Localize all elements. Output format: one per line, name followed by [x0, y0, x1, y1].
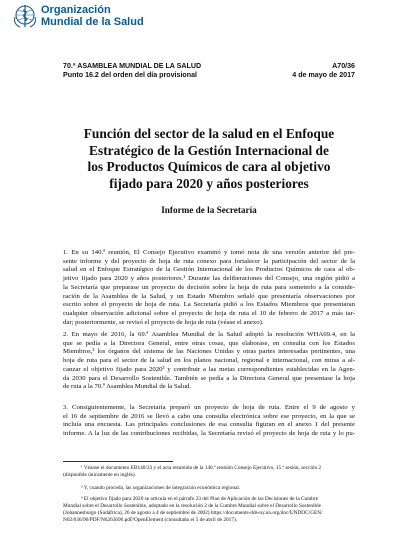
document-title — [63, 126, 355, 192]
paragraph-line: incluía una encuesta. Las principales conclusiones de esa consulta figuran en el anexo 1 del presente — [63, 421, 355, 429]
paragraph-line: que se pedía a la Directora General, entre otras cosas, que elaborase, en consulta con los Estados — [63, 339, 355, 347]
paragraph-line: 2. En mayo de 2016, la 69.ª Asamblea Mundial de la Salud adoptó la resolución WHA69.4, en la — [63, 331, 355, 338]
title-line: fijado para 2020 y años posteriores — [109, 175, 309, 191]
who-emblem-icon — [12, 3, 38, 29]
footnote-line: ¹ Véanse el documento EB140/33 y el acta resumida de la 140.ª reunión Consejo Ejecutivo, 15.ª sesión, sección 2 — [81, 465, 322, 471]
footnote-line: (Johannesburgo (Sudáfrica), 26 de agosto a 4 de septiembre de 2002) https://documents-dds-ny.un.org/doc/UNDOC/GEN/ — [63, 510, 323, 517]
paragraph-line: la Secretaría que preparase un proyecto de decisión sobre la hoja de ruta para someterlo a la conside- — [63, 283, 355, 291]
paragraph-line: 1. En su 140.ª reunión, El Consejo Ejecutivo examinó y tomó nota de una versión anterior del pre- — [63, 249, 355, 256]
org-name-line1: Organización — [41, 4, 111, 16]
paragraph-line: Miembros,² los órganos del sistema de las Naciones Unidas y otras partes interesadas pertinentes, una — [63, 348, 355, 356]
paragraph-line: escrito sobre el proyecto de hoja de ruta. La Secretaría pidió a los Estados Miembros que presentaran — [63, 301, 355, 309]
header-row-1 — [63, 62, 355, 71]
footnote-divider — [63, 461, 173, 462]
footnote-3 — [63, 496, 355, 524]
title-line: Función del sector de la salud en el Enfoque — [83, 126, 335, 141]
who-logo — [12, 3, 144, 29]
paragraph-1 — [63, 249, 355, 327]
footnote-line: ³ El objetivo fijado para 2020 se articula en el párrafo 23 del Plan de Aplicación de las Decisiones de la Cumbre — [81, 496, 319, 502]
document-subtitle: Informe de la Secretaría — [161, 205, 257, 215]
paragraph-line: de ruta a la 70.ª Asamblea Mundial de la Salud. — [63, 383, 192, 391]
paragraph-line: informe. A la luz de las contribuciones recibidas, la Secretaría revisó el proyecto de hoja de ruta y lo pu- — [63, 430, 355, 438]
paragraph-line: 3. Consiguientemente, la Secretaría preparó un proyecto de hoja de ruta. Entre el 9 de agosto y — [63, 404, 355, 411]
paragraph-line: da 2030 para el Desarrollo Sostenible. También se pedía a la Directora General que presentase la hoja — [63, 374, 355, 382]
paragraph-line: salud en el Enfoque Estratégico de la Gestión Internacional de los Productos Químicos de cara al ob- — [63, 266, 355, 274]
footnote-line: Mundial sobre el Desarrollo Sostenible, adoptado en la resolución 2 de la Cumbre Mundial sobre el Desarrollo Sostenible — [63, 503, 322, 510]
footnote-2 — [63, 485, 355, 492]
footnote-line: N02/636/96/PDF/N0263696.pdf?OpenElement (consultado el 5 de abril de 2017). — [63, 517, 238, 524]
footnote-line: (disponible únicamente en inglés). — [63, 472, 136, 479]
paragraph-3 — [63, 404, 355, 439]
org-name — [41, 4, 144, 28]
paragraph-line: hoja de ruta para el sector de la salud en los planos nacional, regional e internacional, con miras a al- — [63, 357, 355, 365]
paragraph-line: dar; posteriormente, se revisó el proyecto de hoja de ruta (véase el anexo). — [63, 318, 264, 326]
paragraph-line: ración de la Asamblea de la Salud, y un Estado Miembro señaló que presentaría observaciones por — [63, 292, 355, 300]
paragraph-2 — [63, 331, 355, 392]
paragraph-line: el 16 de septiembre de 2016 se llevó a cabo una consulta electrónica sobre ese proyecto, en la que se — [63, 412, 355, 420]
document-code: A70/36 — [332, 62, 355, 70]
agenda-item: Punto 16.2 del orden del día provisional — [63, 71, 198, 79]
title-line: los Productos Químicos de cara al objetivo — [87, 159, 331, 174]
paragraph-line: sente informe y del proyecto de hoja de ruta conexo para fortalecer la participación del sector de la — [63, 257, 355, 265]
footnote-1 — [63, 465, 355, 479]
paragraph-line: cualquier observación adicional sobre el proyecto de hoja de ruta el 10 de febrero de 2017 a más tar- — [63, 309, 355, 317]
title-line: Estratégico de la Gestión Internacional de — [89, 142, 329, 158]
paragraph-line: jetivo fijado para 2020 y años posteriores.¹ Durante las deliberaciones del Consejo, una región pidió a — [63, 275, 355, 283]
document-date: 4 de mayo de 2017 — [292, 71, 355, 79]
paragraph-line: canzar el objetivo fijado para 2020³ y contribuir a las metas correspondientes establecidas en la Agen- — [63, 365, 355, 373]
footnote-line: ² Y, cuando proceda, las organizaciones de integración económica regional. — [81, 485, 241, 491]
assembly-name: 70.ª ASAMBLEA MUNDIAL DE LA SALUD — [63, 62, 202, 70]
header-row-2 — [63, 71, 355, 80]
org-name-line2: Mundial de la Salud — [41, 16, 144, 28]
